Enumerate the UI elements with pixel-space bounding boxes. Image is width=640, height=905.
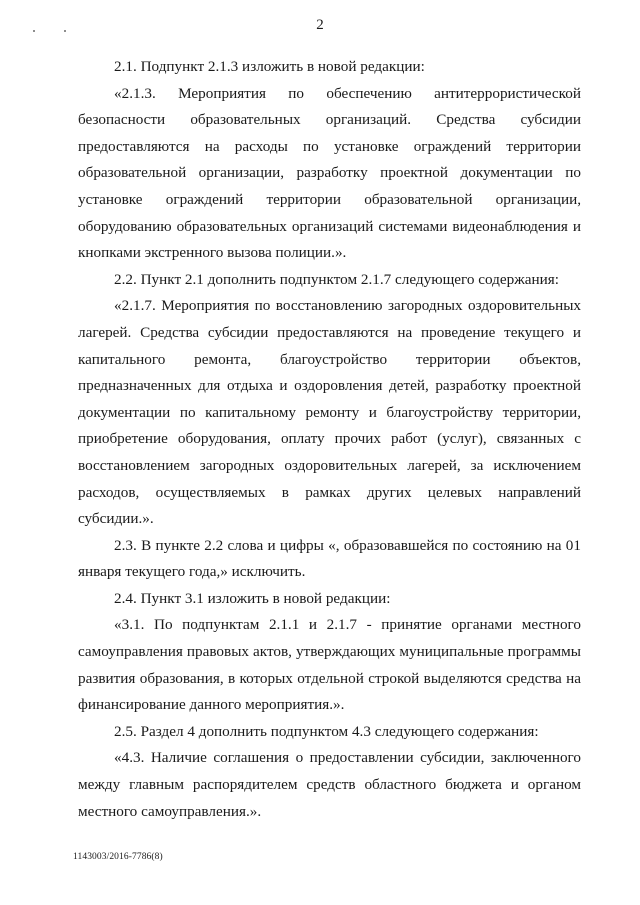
document-footer-code: 1143003/2016-7786(8) — [73, 852, 163, 862]
paragraph-2-5: 2.5. Раздел 4 дополнить подпунктом 4.3 следующего содержания: — [114, 722, 539, 740]
paragraph-2-1: 2.1. Подпункт 2.1.3 изложить в новой редакции: — [114, 58, 425, 75]
paragraph-2-3: 2.3. В пункте 2.2 слова и цифры «, образовавшейся по состоянию на 01 января текущего года,» исключить. — [78, 536, 581, 581]
page-number: 2 — [316, 17, 324, 33]
paragraph-3-1-text: «3.1. По подпунктам 2.1.1 и 2.1.7 - принятие органами местного самоуправления правовых актов, утверждающих муниципальные программы развития образования, в которых отдельной строкой выделяются средства на финансирование данного мероприятия.». — [78, 616, 581, 714]
paragraph-4-3-text: «4.3. Наличие соглашения о предоставлении субсидии, заключенного между главным распорядителем средств областного бюджета и органом местного самоуправления.». — [78, 749, 581, 820]
document-body — [78, 54, 581, 825]
paragraph-2-2: 2.2. Пункт 2.1 дополнить подпунктом 2.1.7 следующего содержания: — [114, 270, 559, 288]
paragraph-2-4: 2.4. Пункт 3.1 изложить в новой редакции: — [114, 589, 391, 607]
paragraph-2-1-3-text: «2.1.3. Мероприятия по обеспечению антитеррористической безопасности образовательных организаций. Средства субсидии предоставляются на расходы по установке ограждений территории образовательной организации, разработку проектной документации по установке ограждений территории образовательной организации, оборудованию образовательных организаций системами видеонаблюдения и кнопками экстренного вызова полиции.». — [78, 84, 581, 262]
paragraph-2-1-7-text: «2.1.7. Мероприятия по восстановлению загородных оздоровительных лагерей. Средства субсидии предоставляются на проведение текущего и капитального ремонта, благоустройство территории объектов, предназначенных для отдыха и оздоровления детей, разработку проектной документации по капитальному ремонту и благоустройству территории, приобретение оборудования, оплату прочих работ (услуг), связанных с восстановлением загородных оздоровительных лагерей, за исключением расходов, осуществляемых в рамках других целевых направлений субсидии.». — [78, 297, 581, 528]
